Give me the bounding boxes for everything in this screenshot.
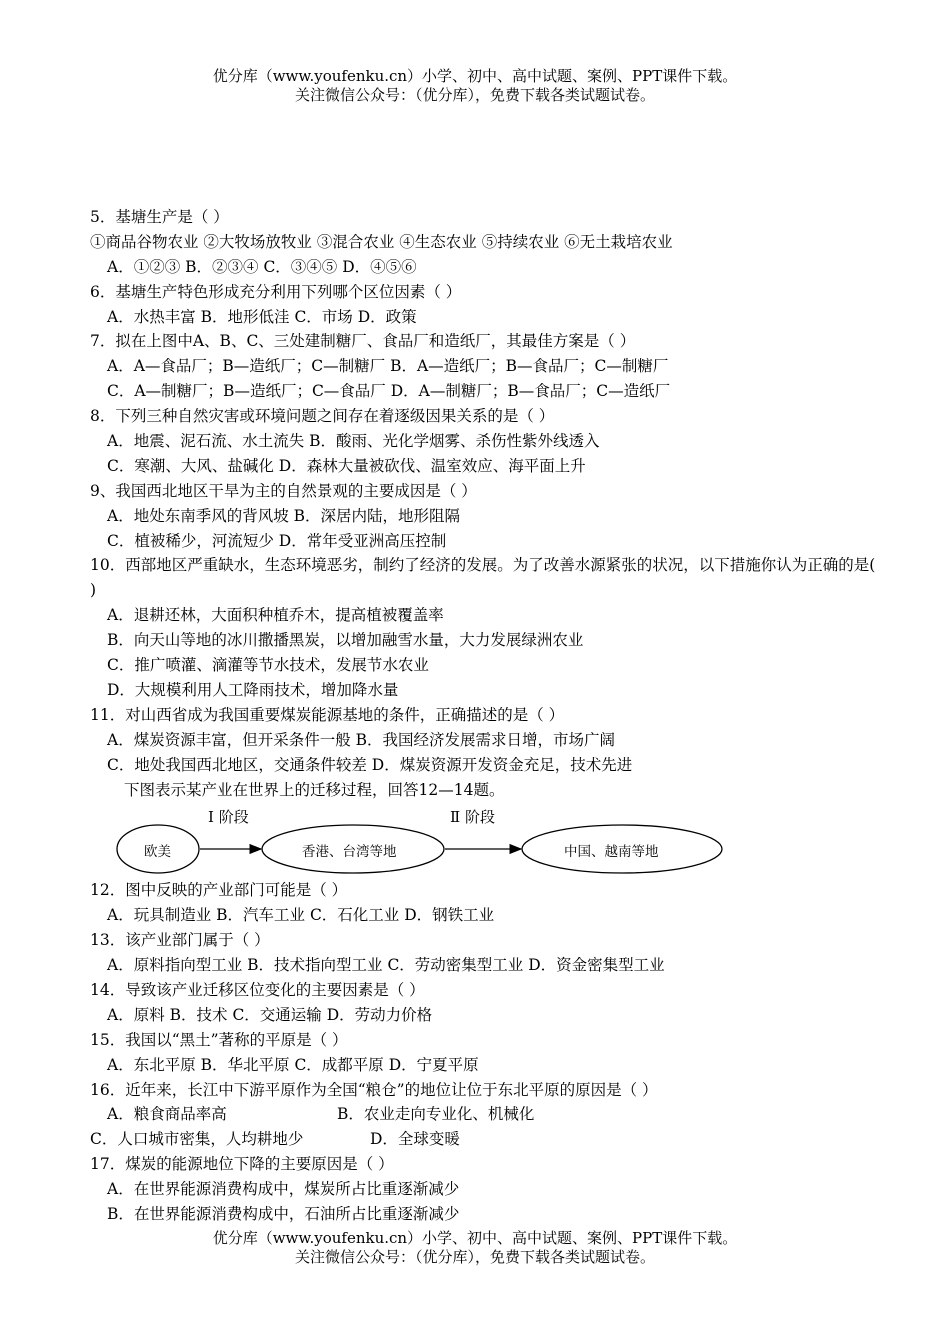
q9-options-ab: A．地处东南季风的背风坡 B．深居内陆，地形阻隔 <box>107 506 461 525</box>
q16-option-b: B．农业走向专业化、机械化 <box>337 1105 535 1124</box>
q11-options-ab: A．煤炭资源丰富，但开采条件一般 B．我国经济发展需求日增，市场广阔 <box>107 730 616 749</box>
page-footer <box>0 1229 950 1267</box>
q16-options-cd <box>90 1127 880 1152</box>
q12-stem: 12．图中反映的产业部门可能是（ ） <box>90 881 348 900</box>
q17-option-b: B．在世界能源消费构成中，石油所占比重逐渐减少 <box>107 1204 460 1223</box>
q9-options-cd: C．植被稀少，河流短少 D．常年受亚洲高压控制 <box>107 531 447 550</box>
diagram-intro: 下图表示某产业在世界上的迁移过程，回答12—14题。 <box>124 780 505 799</box>
q5-items: ①商品谷物农业 ②大牧场放牧业 ③混合农业 ④生态农业 ⑤持续农业 ⑥无土栽培农业 <box>90 232 673 251</box>
header-line-2: 关注微信公众号：（优分库），免费下载各类试题试卷。 <box>294 86 655 104</box>
header-line-1: 优分库（www.youfenku.cn）小学、初中、高中试题、案例、PPT课件下载。 <box>212 67 738 85</box>
node-2-label: 香港、台湾等地 <box>302 844 397 861</box>
q14-stem: 14．导致该产业迁移区位变化的主要因素是（ ） <box>90 980 425 999</box>
q10-option-a: A．退耕还林，大面积种植乔木，提高植被覆盖率 <box>107 606 444 625</box>
q16-option-c: C．人口城市密集，人均耕地少 <box>90 1130 304 1149</box>
q8-options-ab: A．地震、泥石流、水土流失 B．酸雨、光化学烟雾、杀伤性紫外线透入 <box>107 432 600 451</box>
footer-line-1: 优分库（www.youfenku.cn）小学、初中、高中试题、案例、PPT课件下载。 <box>212 1229 738 1247</box>
node-1-label: 欧美 <box>144 844 171 861</box>
q17-stem: 17．煤炭的能源地位下降的主要原因是（ ） <box>90 1155 394 1174</box>
q12-options: A．玩具制造业 B．汽车工业 C．石化工业 D．钢铁工业 <box>107 906 495 925</box>
q14-options: A．原料 B．技术 C．交通运输 D．劳动力价格 <box>107 1005 433 1024</box>
q16-option-a: A．粮食商品率高 <box>107 1105 227 1124</box>
stage-1-label: Ⅰ 阶段 <box>208 808 249 827</box>
q15-options: A．东北平原 B．华北平原 C．成都平原 D．宁夏平原 <box>107 1055 479 1074</box>
q11-stem: 11．对山西省成为我国重要煤炭能源基地的条件，正确描述的是（ ） <box>90 705 565 724</box>
q10-option-d: D．大规模利用人工降雨技术，增加降水量 <box>107 680 399 699</box>
q8-options-cd: C．寒潮、大风、盐碱化 D．森林大量被砍伐、温室效应、海平面上升 <box>107 456 586 475</box>
q10-stem: 10．西部地区严重缺水，生态环境恶劣，制约了经济的发展。为了改善水源紧张的状况，以下措施你认为正确的是( ) <box>90 556 876 600</box>
page-header-top <box>0 67 950 105</box>
q5-options: A．①②③ B．②③④ C．③④⑤ D．④⑤⑥ <box>107 257 417 276</box>
footer-line-2: 关注微信公众号：（优分库），免费下载各类试题试卷。 <box>294 1248 655 1266</box>
q11-options-cd: C．地处我国西北地区，交通条件较差 D．煤炭资源开发资金充足，技术先进 <box>107 755 633 774</box>
q7-stem: 7．拟在上图中A、B、C、三处建制糖厂、食品厂和造纸厂，其最佳方案是（ ） <box>90 332 636 351</box>
stage-2-label: Ⅱ 阶段 <box>450 808 495 827</box>
q7-options-cd: C．A—制糖厂；B—造纸厂；C—食品厂 D．A—制糖厂；B—食品厂；C—造纸厂 <box>107 382 671 401</box>
q8-stem: 8．下列三种自然灾害或环境问题之间存在着逐级因果关系的是（ ） <box>90 407 555 426</box>
q15-stem: 15．我国以“黑土”著称的平原是（ ） <box>90 1030 348 1049</box>
q9-stem: 9、我国西北地区干旱为主的自然景观的主要成因是（ ） <box>90 481 477 500</box>
question-list <box>90 205 880 1227</box>
q6-options: A．水热丰富 B．地形低洼 C．市场 D．政策 <box>107 307 417 326</box>
industry-migration-diagram <box>90 802 880 878</box>
q10-option-b: B．向天山等地的冰川撒播黑炭，以增加融雪水量，大力发展绿洲农业 <box>107 631 584 650</box>
q16-option-d: D．全球变暖 <box>370 1130 460 1149</box>
q13-stem: 13．该产业部门属于（ ） <box>90 931 270 950</box>
q17-option-a: A．在世界能源消费构成中，煤炭所占比重逐渐减少 <box>107 1180 460 1199</box>
q10-option-c: C．推广喷灌、滴灌等节水技术，发展节水农业 <box>107 656 429 675</box>
q6-stem: 6．基塘生产特色形成充分利用下列哪个区位因素（ ） <box>90 282 462 301</box>
node-3-label: 中国、越南等地 <box>564 844 659 861</box>
q16-stem: 16．近年来，长江中下游平原作为全国“粮仓”的地位让位于东北平原的原因是（ ） <box>90 1080 658 1099</box>
q16-options-ab <box>90 1102 880 1127</box>
q13-options: A．原料指向型工业 B．技术指向型工业 C．劳动密集型工业 D．资金密集型工业 <box>107 956 665 975</box>
q5-stem: 5．基塘生产是（ ） <box>90 208 229 226</box>
q7-options-ab: A．A—食品厂；B—造纸厂；C—制糖厂 B．A—造纸厂；B—食品厂；C—制糖厂 <box>107 357 669 376</box>
